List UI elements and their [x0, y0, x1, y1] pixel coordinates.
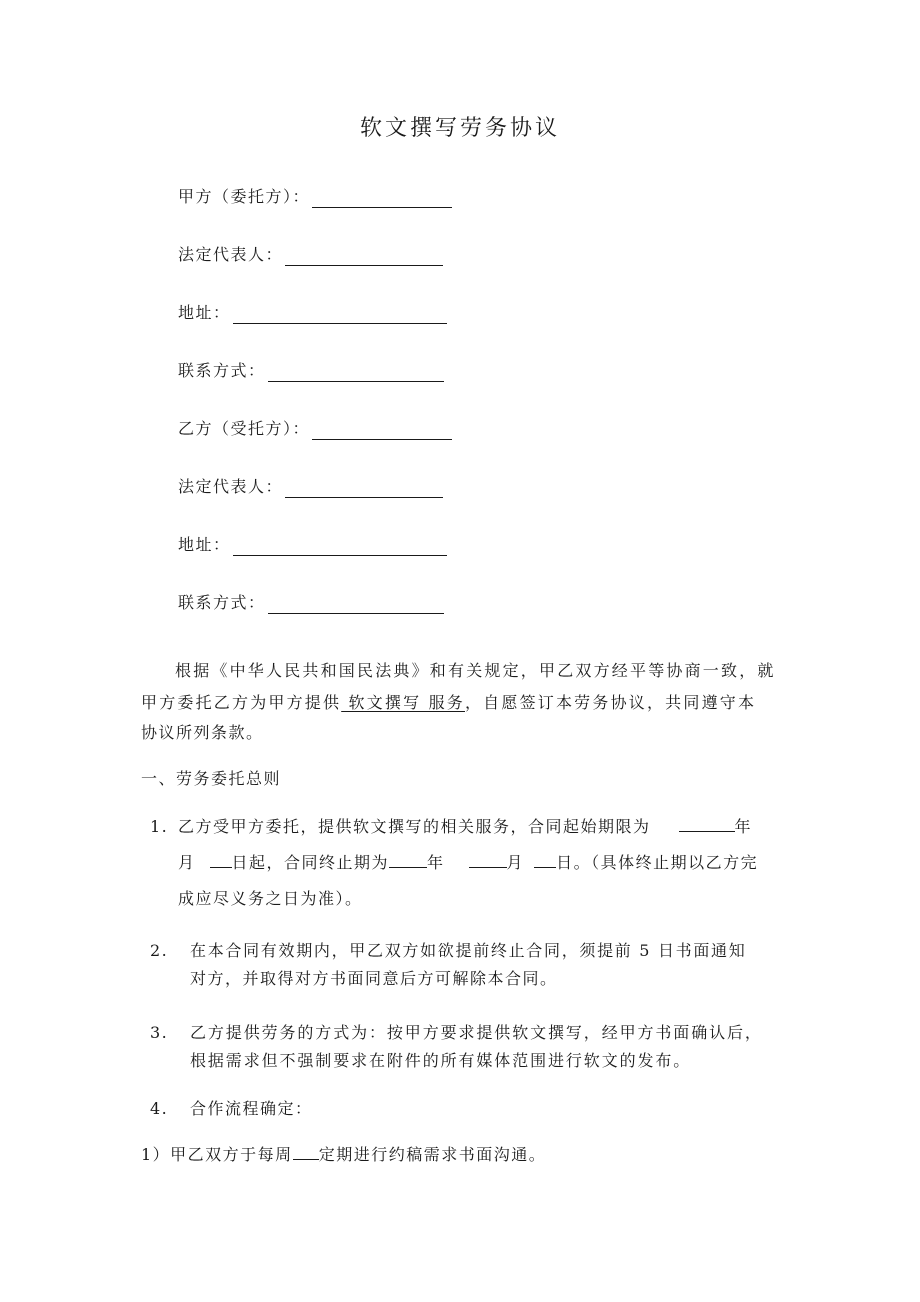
preamble-line-2-end: ，自愿签订本劳务协议，共同遵守本	[464, 693, 757, 712]
month2-label: 月	[506, 853, 525, 872]
service-name: 软文撰写 服务	[341, 693, 465, 712]
year-label: 年	[734, 817, 753, 836]
party-a-contact-blank[interactable]	[268, 365, 444, 382]
clause-4-number: 4.	[150, 1099, 169, 1118]
party-a-field	[178, 186, 452, 208]
preamble-line-1: 根据《中华人民共和国民法典》和有关规定，甲乙双方经平等协商一致，就	[175, 661, 776, 680]
section-heading: 一、劳务委托总则	[141, 769, 282, 788]
party-b-rep-field	[178, 476, 443, 498]
party-b-contact-field	[178, 592, 444, 614]
preamble-line-2-start: 甲方委托乙方为甲方提供	[141, 693, 342, 712]
start-year-blank[interactable]	[679, 817, 735, 832]
year2-label: 年	[427, 853, 445, 872]
party-a-contact-label: 联系方式：	[178, 361, 266, 380]
clause-2-number: 2.	[150, 941, 169, 960]
party-b-address-field	[178, 534, 447, 556]
preamble-line-2	[141, 692, 756, 714]
end-month-blank[interactable]	[469, 853, 507, 868]
clause-3-line-1: 乙方提供劳务的方式为：按甲方要求提供软文撰写，经甲方书面确认后，	[190, 1023, 763, 1042]
party-a-label: 甲方（委托方）：	[178, 187, 311, 206]
party-b-rep-label: 法定代表人：	[178, 477, 284, 496]
party-a-rep-blank[interactable]	[285, 249, 443, 266]
party-a-address-field	[178, 302, 447, 324]
clause-3-number: 3.	[150, 1023, 169, 1042]
end-year-blank[interactable]	[389, 853, 427, 868]
month-label: 月	[178, 853, 196, 872]
party-a-rep-label: 法定代表人：	[178, 245, 284, 264]
party-b-rep-blank[interactable]	[285, 481, 443, 498]
party-b-blank[interactable]	[312, 423, 452, 440]
party-b-label: 乙方（受托方）：	[178, 419, 311, 438]
party-a-address-blank[interactable]	[233, 307, 447, 324]
party-b-address-blank[interactable]	[233, 539, 447, 556]
clause-1-line-1	[178, 816, 752, 838]
sub-item-1-start: 1）甲乙双方于每周	[141, 1145, 293, 1164]
sub-item-1	[141, 1144, 546, 1166]
party-b-field	[178, 418, 452, 440]
clause-1-line-3: 成应尽义务之日为准）。	[178, 889, 363, 908]
clause-2-line-1: 在本合同有效期内，甲乙双方如欲提前终止合同，须提前 5 日书面通知	[190, 941, 747, 960]
day-from-text: 日起，合同终止期为	[231, 853, 390, 872]
document-title: 软文撰写劳务协议	[359, 116, 560, 141]
party-a-address-label: 地址：	[178, 303, 231, 322]
day2-text: 日。（具体终止期以乙方完	[556, 853, 759, 872]
end-day-blank[interactable]	[534, 853, 556, 868]
clause-1-line-2	[178, 852, 758, 874]
sub-item-1-end: 定期进行约稿需求书面沟通。	[318, 1145, 547, 1164]
clause-1-number: 1.	[150, 817, 169, 836]
clause-4-line-1: 合作流程确定：	[190, 1099, 313, 1118]
party-a-blank[interactable]	[312, 191, 452, 208]
party-b-contact-blank[interactable]	[268, 597, 444, 614]
start-day-blank[interactable]	[210, 853, 232, 868]
clause-1-text: 乙方受甲方委托，提供软文撰写的相关服务，合同起始期限为	[178, 817, 651, 836]
clause-3-line-2: 根据需求但不强制要求在附件的所有媒体范围进行软文的发布。	[190, 1051, 692, 1070]
party-b-address-label: 地址：	[178, 535, 231, 554]
party-a-rep-field	[178, 244, 443, 266]
weekday-blank[interactable]	[293, 1145, 319, 1160]
party-a-contact-field	[178, 360, 444, 382]
party-b-contact-label: 联系方式：	[178, 593, 266, 612]
clause-2-line-2: 对方，并取得对方书面同意后方可解除本合同。	[190, 969, 558, 988]
preamble-line-3: 协议所列条款。	[141, 723, 264, 742]
